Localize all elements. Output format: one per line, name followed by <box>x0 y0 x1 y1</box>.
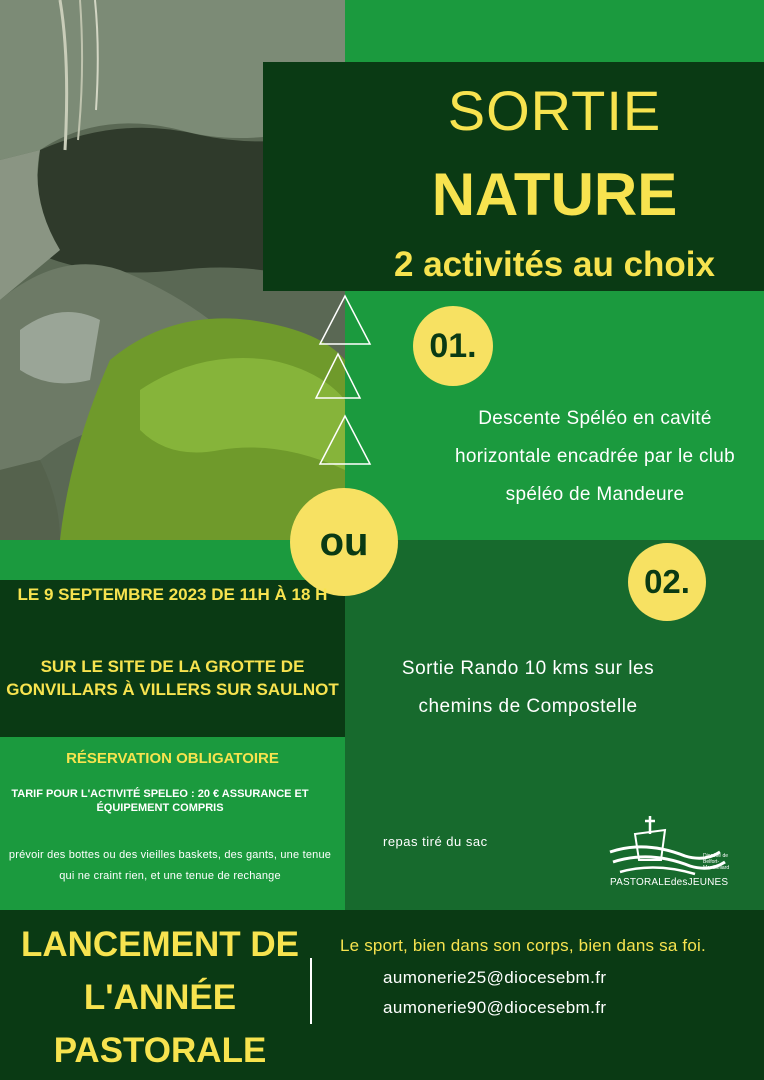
activity-1-description: Descente Spéléo en cavité horizontale encadrée par le club spéléo de Mandeure <box>455 408 735 505</box>
email-25-link[interactable]: aumonerie25@diocesebm.fr <box>383 968 607 987</box>
equipment-note: prévoir des bottes ou des vieilles baskets, des gants, une tenue qui ne craint rien, et une tenue de rechange <box>8 849 332 882</box>
activity-2-description: Sortie Rando 10 kms sur les chemins de Compostelle <box>401 658 655 717</box>
activity-2-number: 02. <box>628 543 706 621</box>
activity-1-number: 01. <box>413 306 493 386</box>
repas-note: repas tiré du sac <box>383 834 488 849</box>
email-90-link[interactable]: aumonerie90@diocesebm.fr <box>383 998 607 1017</box>
title-subtitle: 2 activités au choix <box>394 245 715 284</box>
or-badge: ou <box>290 488 398 596</box>
triangle-decoration-icon <box>312 290 382 470</box>
reservation-tarif: TARIF POUR L'ACTIVITÉ SPELEO : 20 € ASSURANCE ET ÉQUIPEMENT COMPRIS <box>11 788 309 814</box>
launch-title: LANCEMENT DE L'ANNÉE PASTORALE <box>20 925 300 1070</box>
title-sortie: SORTIE <box>447 79 662 142</box>
title-nature: NATURE <box>431 161 678 228</box>
event-date: LE 9 SEPTEMBRE 2023 DE 11H À 18 H <box>17 585 328 604</box>
logo-name: PASTORALEdesJEUNES <box>610 877 729 888</box>
footer-divider <box>310 958 312 1024</box>
logo-diocese: Diocèse de Belfort-Montbéliard <box>703 853 730 871</box>
reservation-title: RÉSERVATION OBLIGATOIRE <box>66 750 279 767</box>
slogan: Le sport, bien dans son corps, bien dans sa foi. <box>340 936 706 955</box>
event-location: SUR LE SITE DE LA GROTTE DE GONVILLARS À VILLERS SUR SAULNOT <box>6 657 339 699</box>
